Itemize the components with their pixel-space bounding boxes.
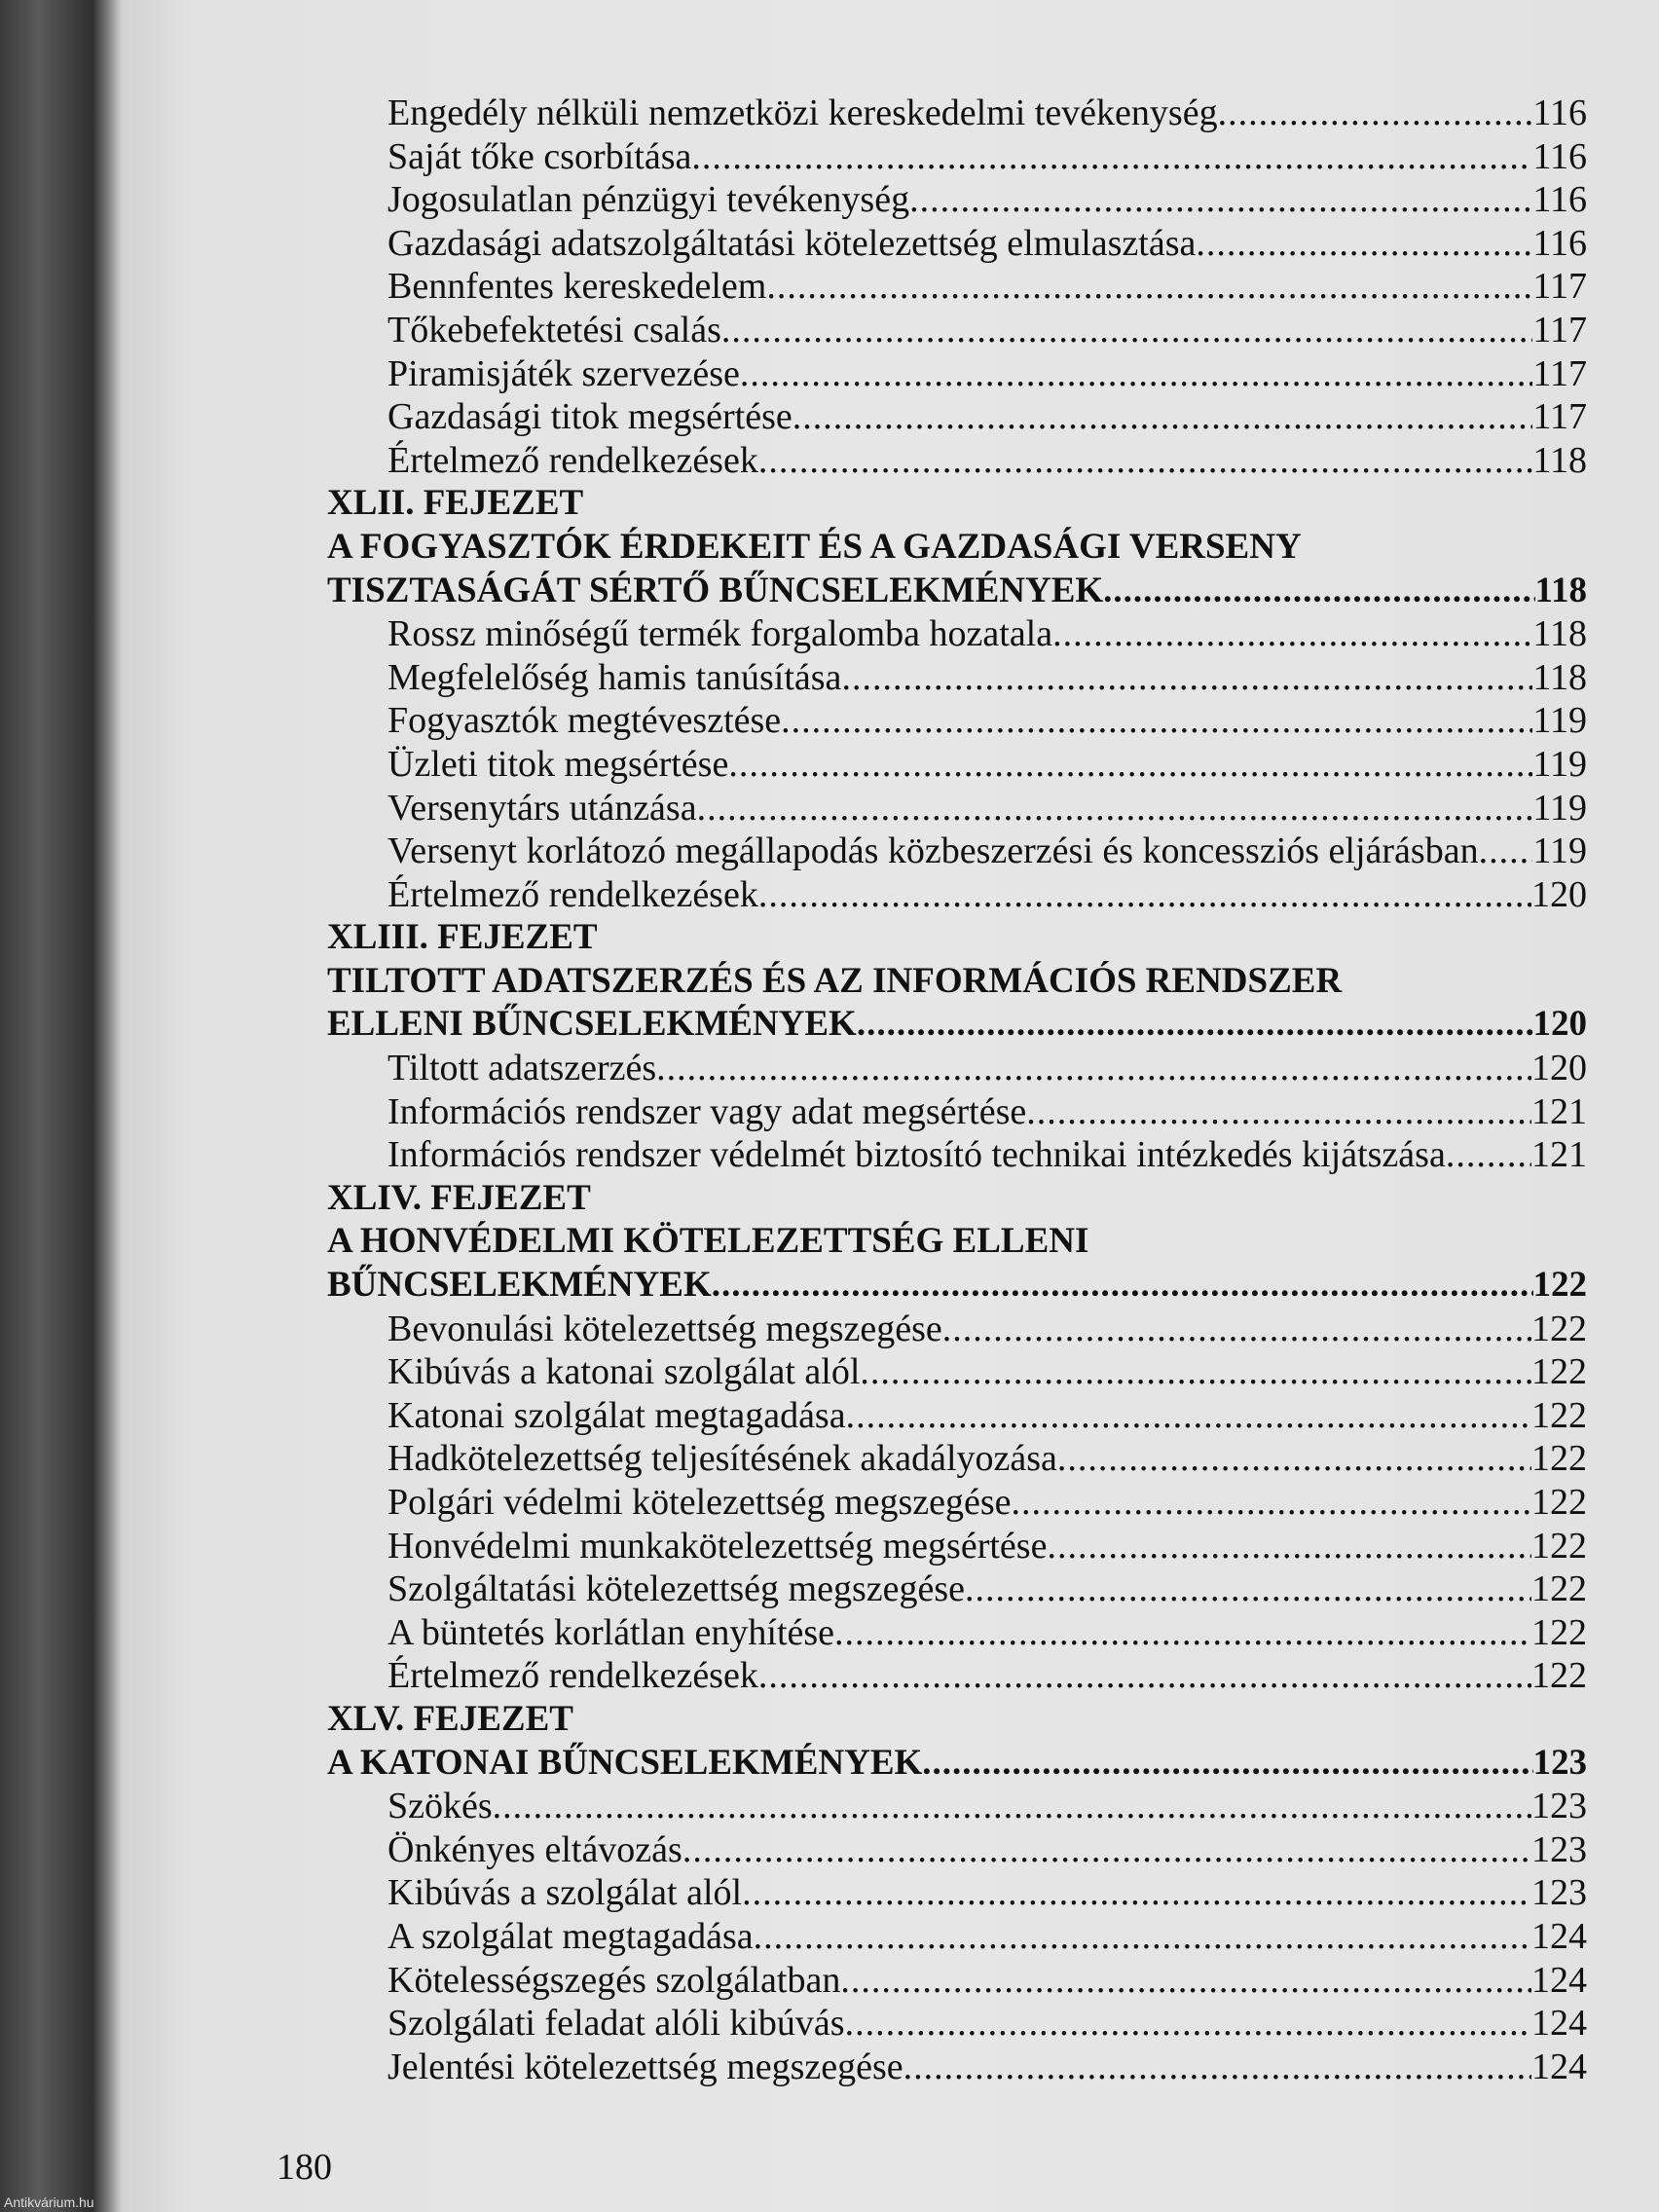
chapter-heading-line	[327, 482, 1587, 526]
entry-title: Megfelelőség hamis tanúsítása	[387, 656, 842, 698]
toc-entry	[327, 439, 1587, 483]
chapter-page: 120	[1532, 1004, 1587, 1045]
entry-title: Értelmező rendelkezések	[387, 1655, 758, 1697]
dot-leader	[965, 1567, 1531, 1611]
entry-title: Versenyt korlátozó megállapodás közbeszerzési és koncessziós eljárásban	[387, 830, 1479, 872]
dot-leader	[841, 656, 1532, 700]
entry-page: 123	[1531, 1786, 1587, 1827]
toc-entry	[327, 873, 1587, 917]
entry-page: 117	[1532, 309, 1587, 350]
dot-leader	[740, 352, 1533, 396]
entry-page: 124	[1531, 2046, 1587, 2087]
chapter-title: XLIV. FEJEZET	[327, 1177, 591, 1218]
table-of-contents	[327, 92, 1587, 2088]
entry-title: Polgári védelmi kötelezettség megszegése	[387, 1482, 1012, 1523]
entry-page: 122	[1531, 1394, 1587, 1436]
toc-entry	[327, 1611, 1587, 1655]
entry-title: A szolgálat megtagadása	[387, 1915, 754, 1957]
entry-title: Piramisjáték szervezése	[387, 352, 740, 394]
entry-page: 121	[1531, 1090, 1587, 1132]
entry-title: Jelentési kötelezettség megszegése	[387, 2046, 903, 2087]
dot-leader	[909, 178, 1532, 222]
entry-page: 123	[1531, 1828, 1587, 1870]
chapter-title: ELLENI BŰNCSELEKMÉNYEK	[327, 1004, 857, 1045]
toc-entry	[327, 743, 1587, 787]
dot-leader	[1218, 92, 1533, 135]
entry-page: 120	[1531, 873, 1587, 915]
dot-leader	[728, 743, 1532, 787]
dot-leader	[742, 1871, 1531, 1915]
toc-entry	[327, 1308, 1587, 1351]
toc-entry	[327, 395, 1587, 439]
dot-leader	[758, 1654, 1531, 1698]
toc-entry	[327, 1915, 1587, 1959]
entry-title: Bevonulási kötelezettség megszegése	[387, 1308, 942, 1349]
toc-entry	[327, 1828, 1587, 1872]
chapter-title: XLIII. FEJEZET	[327, 917, 598, 958]
entry-page: 122	[1531, 1611, 1587, 1653]
entry-title: Kibúvás a katonai szolgálat alól	[387, 1351, 861, 1393]
toc-entry	[327, 1090, 1587, 1134]
dot-leader	[493, 1785, 1531, 1828]
toc-entry	[327, 699, 1587, 743]
entry-page: 116	[1532, 135, 1587, 177]
dot-leader	[793, 395, 1533, 439]
entry-title: Szolgálati feladat alóli kibúvás	[387, 2003, 845, 2045]
entry-title: Fogyasztók megtévesztése	[387, 700, 782, 742]
entry-page: 122	[1531, 1308, 1587, 1349]
toc-entry	[327, 92, 1587, 135]
toc-entry	[327, 1654, 1587, 1698]
toc-entry	[327, 2002, 1587, 2046]
chapter-title: A FOGYASZTÓK ÉRDEKEIT ÉS A GAZDASÁGI VERSENY	[327, 526, 1302, 567]
entry-page: 119	[1532, 830, 1587, 872]
toc-entry	[327, 1871, 1587, 1915]
toc-entry	[327, 612, 1587, 656]
chapter-heading-line	[327, 1177, 1587, 1221]
dot-leader	[1196, 222, 1532, 266]
entry-page: 120	[1531, 1048, 1587, 1089]
entry-title: A büntetés korlátlan enyhítése	[387, 1611, 835, 1653]
entry-page: 116	[1532, 179, 1587, 221]
dot-leader	[922, 1742, 1532, 1786]
chapter-heading-line	[327, 1220, 1587, 1264]
entry-title: Tőkebefektetési csalás	[387, 309, 721, 350]
dot-leader	[942, 1308, 1531, 1351]
dot-leader	[656, 1047, 1531, 1090]
dot-leader	[1026, 1090, 1531, 1134]
entry-page: 118	[1532, 439, 1587, 481]
dot-leader	[1012, 1481, 1532, 1525]
entry-page: 122	[1531, 1438, 1587, 1480]
dot-leader	[834, 1611, 1531, 1655]
entry-page: 124	[1531, 1959, 1587, 2001]
toc-entry	[327, 178, 1587, 222]
entry-page: 117	[1532, 352, 1587, 394]
entry-title: Értelmező rendelkezések	[387, 873, 758, 915]
entry-title: Versenytárs utánzása	[387, 787, 697, 829]
dot-leader	[1446, 1133, 1531, 1177]
chapter-heading-line	[327, 1698, 1587, 1742]
entry-page: 123	[1531, 1872, 1587, 1914]
toc-entry	[327, 222, 1587, 266]
entry-title: Gazdasági adatszolgáltatási kötelezettség elmulasztása	[387, 222, 1197, 264]
toc-entry	[327, 265, 1587, 309]
toc-entry	[327, 1437, 1587, 1481]
chapter-page: 122	[1532, 1265, 1587, 1306]
dot-leader	[845, 2002, 1531, 2046]
toc-entry	[327, 656, 1587, 700]
entry-title: Katonai szolgálat megtagadása	[387, 1394, 846, 1436]
page-number: 180	[276, 2147, 332, 2188]
dot-leader	[691, 135, 1532, 179]
toc-entry	[327, 830, 1587, 873]
toc-entry	[327, 1785, 1587, 1828]
chapter-title: A KATONAI BŰNCSELEKMÉNYEK	[327, 1742, 923, 1783]
chapter-title: XLV. FEJEZET	[327, 1698, 573, 1739]
chapter-title: TISZTASÁGÁT SÉRTŐ BŰNCSELEKMÉNYEK	[327, 570, 1104, 610]
entry-title: Rossz minőségű termék forgalomba hozatala	[387, 613, 1053, 655]
entry-page: 119	[1532, 700, 1587, 742]
chapter-title: BŰNCSELEKMÉNYEK	[327, 1265, 712, 1306]
entry-page: 124	[1531, 1915, 1587, 1957]
chapter-page: 118	[1534, 570, 1587, 610]
entry-title: Információs rendszer vagy adat megsértése	[387, 1090, 1027, 1132]
entry-page: 119	[1532, 743, 1587, 785]
toc-entry	[327, 1394, 1587, 1438]
entry-title: Információs rendszer védelmét biztosító technikai intézkedés kijátszása	[387, 1134, 1446, 1176]
entry-title: Saját tőke csorbítása	[387, 135, 692, 177]
chapter-title: A HONVÉDELMI KÖTELEZETTSÉG ELLENI	[327, 1221, 1089, 1262]
dot-leader	[682, 1828, 1531, 1872]
toc-entry	[327, 352, 1587, 396]
entry-page: 118	[1532, 613, 1587, 655]
dot-leader	[1052, 612, 1532, 656]
entry-title: Gazdasági titok megsértése	[387, 396, 793, 438]
chapter-title: XLII. FEJEZET	[327, 483, 584, 524]
entry-page: 122	[1531, 1351, 1587, 1393]
toc-entry	[327, 1959, 1587, 2003]
toc-entry	[327, 1481, 1587, 1525]
toc-entry	[327, 787, 1587, 830]
toc-entry	[327, 2046, 1587, 2089]
entry-page: 121	[1531, 1134, 1587, 1176]
chapter-heading-line	[327, 916, 1587, 960]
entry-page: 118	[1532, 656, 1587, 698]
dot-leader	[857, 1003, 1533, 1047]
dot-leader	[840, 1959, 1531, 2003]
chapter-title: TILTOTT ADATSZERZÉS ÉS AZ INFORMÁCIÓS RENDSZER	[327, 960, 1343, 1001]
dot-leader	[721, 309, 1533, 352]
entry-title: Kötelességszegés szolgálatban	[387, 1959, 841, 2001]
entry-title: Honvédelmi munkakötelezettség megsértése	[387, 1525, 1048, 1567]
dot-leader	[1479, 830, 1533, 873]
chapter-heading-line	[327, 1003, 1587, 1047]
toc-entry	[327, 309, 1587, 352]
toc-entry	[327, 135, 1587, 179]
entry-title: Szökés	[387, 1786, 493, 1827]
entry-page: 117	[1532, 396, 1587, 438]
dot-leader	[766, 265, 1532, 309]
toc-entry	[327, 1350, 1587, 1394]
chapter-heading-line	[327, 1742, 1587, 1786]
entry-page: 119	[1532, 787, 1587, 829]
chapter-heading-line	[327, 960, 1587, 1004]
chapter-heading-line	[327, 1264, 1587, 1308]
entry-title: Hadkötelezettség teljesítésének akadályozása	[387, 1438, 1057, 1480]
chapter-heading-line	[327, 526, 1587, 570]
toc-entry	[327, 1133, 1587, 1177]
entry-page: 122	[1531, 1655, 1587, 1697]
chapter-heading-line	[327, 570, 1587, 613]
entry-page: 116	[1532, 222, 1587, 264]
entry-title: Önkényes eltávozás	[387, 1828, 682, 1870]
entry-title: Tiltott adatszerzés	[387, 1048, 657, 1089]
toc-entry	[327, 1525, 1587, 1568]
dot-leader	[758, 439, 1533, 483]
entry-title: Üzleti titok megsértése	[387, 743, 729, 785]
dot-leader	[1103, 570, 1534, 613]
dot-leader	[860, 1350, 1531, 1394]
dot-leader	[754, 1915, 1531, 1959]
entry-page: 122	[1531, 1482, 1587, 1523]
entry-page: 117	[1532, 266, 1587, 308]
dot-leader	[781, 699, 1532, 743]
entry-page: 124	[1531, 2003, 1587, 2045]
entry-page: 116	[1532, 92, 1587, 133]
toc-entry	[327, 1567, 1587, 1611]
dot-leader	[712, 1264, 1533, 1308]
entry-title: Kibúvás a szolgálat alól	[387, 1872, 743, 1914]
dot-leader	[697, 787, 1533, 830]
dot-leader	[1057, 1437, 1531, 1481]
chapter-page: 123	[1532, 1742, 1587, 1783]
dot-leader	[846, 1394, 1531, 1438]
dot-leader	[758, 873, 1531, 917]
dot-leader	[903, 2046, 1531, 2089]
watermark: Antikvárium.hu	[4, 2194, 94, 2210]
entry-title: Engedély nélküli nemzetközi kereskedelmi tevékenység	[387, 92, 1218, 133]
entry-page: 122	[1531, 1568, 1587, 1610]
entry-title: Értelmező rendelkezések	[387, 439, 758, 481]
toc-entry	[327, 1047, 1587, 1090]
dot-leader	[1047, 1525, 1531, 1568]
entry-page: 122	[1531, 1525, 1587, 1567]
entry-title: Jogosulatlan pénzügyi tevékenység	[387, 179, 910, 221]
entry-title: Szolgáltatási kötelezettség megszegése	[387, 1568, 965, 1610]
entry-title: Bennfentes kereskedelem	[387, 266, 767, 308]
